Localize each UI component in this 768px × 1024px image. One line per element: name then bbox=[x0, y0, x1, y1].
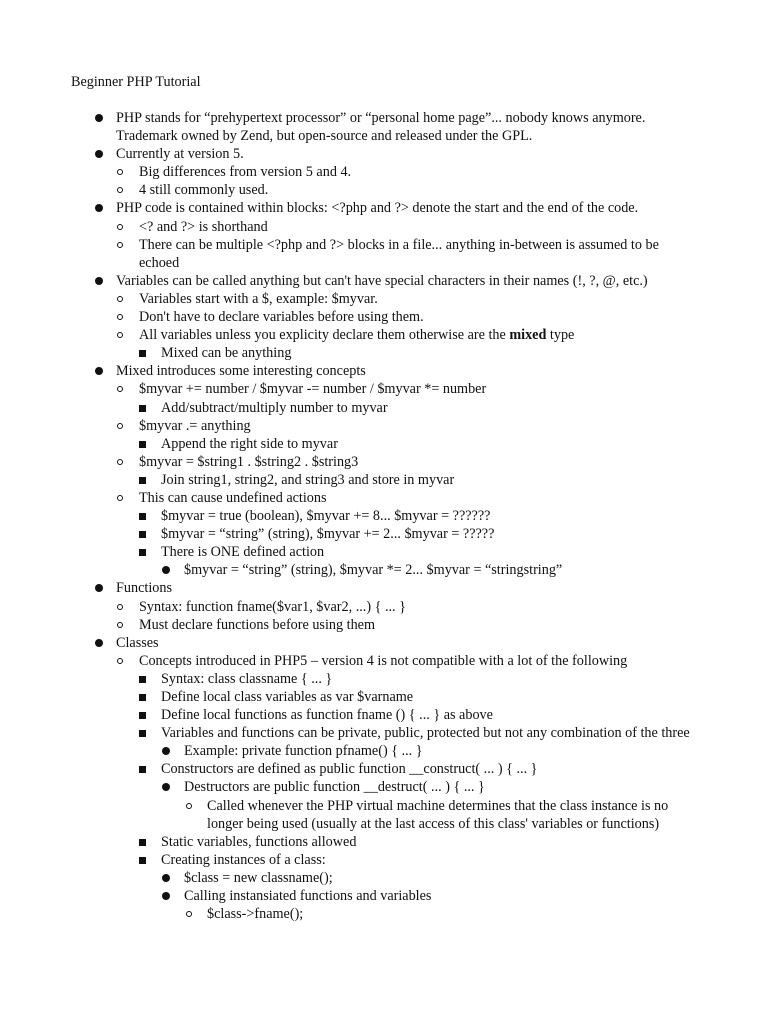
filled-bullet-icon bbox=[94, 634, 104, 652]
list-item-text: Join string1, string2, and string3 and store in myvar bbox=[161, 471, 455, 488]
list-item bbox=[0, 797, 768, 833]
list-item-text: 4 still commonly used. bbox=[139, 182, 269, 199]
list-item-text: There is ONE defined action bbox=[161, 544, 325, 561]
hollow-bullet-icon bbox=[115, 236, 125, 254]
filled-bullet-icon bbox=[161, 742, 171, 760]
list-item-text: Called whenever the PHP virtual machine determines that the class instance is no longer being used (usually at the last access of this class' variables or functions) bbox=[207, 797, 669, 832]
list-item bbox=[0, 851, 768, 869]
list-item-text: Don't have to declare variables before using them. bbox=[139, 309, 424, 326]
hollow-bullet-icon bbox=[115, 489, 125, 507]
list-item-text: Example: private function pfname() { ... } bbox=[184, 743, 423, 760]
list-item-text: Variables start with a $, example: $myvar. bbox=[139, 290, 378, 307]
list-item bbox=[0, 561, 768, 579]
list-item bbox=[0, 670, 768, 688]
list-item-text: This can cause undefined actions bbox=[139, 489, 327, 506]
list-item bbox=[0, 598, 768, 616]
filled-bullet-icon bbox=[161, 887, 171, 905]
list-item-text: $myvar .= anything bbox=[139, 417, 251, 434]
hollow-bullet-icon bbox=[115, 308, 125, 326]
hollow-bullet-icon bbox=[115, 417, 125, 435]
list-item-text: Destructors are public function __destruct( ... ) { ... } bbox=[184, 779, 485, 796]
filled-bullet-icon bbox=[94, 199, 104, 217]
square-bullet-icon bbox=[138, 471, 148, 489]
filled-bullet-icon bbox=[94, 579, 104, 597]
hollow-bullet-icon bbox=[115, 652, 125, 670]
square-bullet-icon bbox=[138, 344, 148, 362]
list-item-text: Append the right side to myvar bbox=[161, 435, 338, 452]
list-item-text: Creating instances of a class: bbox=[161, 851, 326, 868]
list-item-text: $myvar = “string” (string), $myvar += 2... $myvar = ????? bbox=[161, 526, 495, 543]
hollow-bullet-icon bbox=[115, 380, 125, 398]
list-item bbox=[0, 724, 768, 742]
list-item bbox=[0, 833, 768, 851]
document-title: Beginner PHP Tutorial bbox=[71, 74, 201, 90]
hollow-bullet-icon bbox=[115, 290, 125, 308]
list-item-text: All variables unless you explicity declare them otherwise are the bbox=[139, 327, 510, 344]
hollow-bullet-icon bbox=[184, 905, 194, 923]
list-item bbox=[0, 706, 768, 724]
filled-bullet-icon bbox=[161, 778, 171, 796]
square-bullet-icon bbox=[138, 525, 148, 543]
hollow-bullet-icon bbox=[115, 598, 125, 616]
list-item-text: $myvar += number / $myvar -= number / $myvar *= number bbox=[139, 381, 487, 398]
list-item-text: Constructors are defined as public function __construct( ... ) { ... } bbox=[161, 761, 538, 778]
square-bullet-icon bbox=[138, 833, 148, 851]
list-item bbox=[0, 453, 768, 471]
list-item bbox=[0, 869, 768, 887]
list-item bbox=[0, 471, 768, 489]
list-item bbox=[0, 380, 768, 398]
list-item bbox=[0, 525, 768, 543]
list-item bbox=[0, 507, 768, 525]
list-item-text: $myvar = “string” (string), $myvar *= 2... $myvar = “stringstring” bbox=[184, 562, 563, 579]
hollow-bullet-icon bbox=[115, 218, 125, 236]
list-item-text: Must declare functions before using them bbox=[139, 616, 375, 633]
list-item bbox=[0, 109, 768, 145]
hollow-bullet-icon bbox=[115, 326, 125, 344]
list-item bbox=[0, 688, 768, 706]
list-item-text: Syntax: class classname { ... } bbox=[161, 670, 333, 687]
list-item bbox=[0, 742, 768, 760]
list-item-text: There can be multiple <?php and ?> blocks in a file... anything in-between is assumed to be echoed bbox=[139, 236, 659, 271]
list-item bbox=[0, 145, 768, 163]
list-item-text: $myvar = $string1 . $string2 . $string3 bbox=[139, 453, 359, 470]
list-item bbox=[0, 778, 768, 796]
list-item-text: Syntax: function fname($var1, $var2, ...) { ... } bbox=[139, 598, 406, 615]
list-item bbox=[0, 344, 768, 362]
list-item bbox=[0, 579, 768, 597]
list-item-text-tail: type bbox=[546, 327, 575, 344]
hollow-bullet-icon bbox=[115, 163, 125, 181]
hollow-bullet-icon bbox=[184, 797, 194, 815]
list-item-text: Concepts introduced in PHP5 – version 4 is not compatible with a lot of the following bbox=[139, 652, 628, 669]
square-bullet-icon bbox=[138, 435, 148, 453]
list-item-text: Mixed can be anything bbox=[161, 345, 292, 362]
list-item-text: Variables and functions can be private, public, protected but not any combination of the three bbox=[161, 725, 690, 742]
list-item-text: Big differences from version 5 and 4. bbox=[139, 164, 352, 181]
list-item-text: Currently at version 5. bbox=[116, 146, 244, 163]
list-item bbox=[0, 163, 768, 181]
list-item-text: Mixed introduces some interesting concepts bbox=[116, 363, 366, 380]
list-item bbox=[0, 634, 768, 652]
bullet-outline bbox=[0, 109, 768, 923]
list-item bbox=[0, 199, 768, 217]
square-bullet-icon bbox=[138, 706, 148, 724]
list-item bbox=[0, 308, 768, 326]
list-item-text: Define local class variables as var $varname bbox=[161, 689, 414, 705]
list-item bbox=[0, 543, 768, 561]
list-item-text: $class = new classname(); bbox=[184, 869, 333, 886]
list-item-text: $class->fname(); bbox=[207, 906, 304, 923]
square-bullet-icon bbox=[138, 760, 148, 778]
list-item bbox=[0, 417, 768, 435]
list-item-text: $myvar = true (boolean), $myvar += 8... $myvar = ?????? bbox=[161, 508, 491, 525]
list-item bbox=[0, 181, 768, 199]
square-bullet-icon bbox=[138, 851, 148, 869]
list-item bbox=[0, 218, 768, 236]
hollow-bullet-icon bbox=[115, 616, 125, 634]
hollow-bullet-icon bbox=[115, 453, 125, 471]
list-item-text: Classes bbox=[116, 634, 159, 651]
square-bullet-icon bbox=[138, 724, 148, 742]
emphasis-text: mixed bbox=[509, 327, 547, 344]
hollow-bullet-icon bbox=[115, 181, 125, 199]
list-item bbox=[0, 652, 768, 670]
list-item bbox=[0, 435, 768, 453]
filled-bullet-icon bbox=[94, 272, 104, 290]
list-item-text: PHP stands for “prehypertext processor” or “personal home page”... nobody knows anymore. Trademark owned by Zend, but open-source and released under the GPL. bbox=[116, 110, 646, 145]
list-item-text: Static variables, functions allowed bbox=[161, 833, 357, 850]
filled-bullet-icon bbox=[94, 362, 104, 380]
list-item bbox=[0, 905, 768, 923]
list-item bbox=[0, 236, 768, 272]
list-item-text: <? and ?> is shorthand bbox=[139, 218, 268, 235]
square-bullet-icon bbox=[138, 543, 148, 561]
list-item bbox=[0, 326, 768, 344]
list-item bbox=[0, 272, 768, 290]
square-bullet-icon bbox=[138, 399, 148, 417]
square-bullet-icon bbox=[138, 688, 148, 706]
list-item bbox=[0, 290, 768, 308]
filled-bullet-icon bbox=[161, 869, 171, 887]
square-bullet-icon bbox=[138, 670, 148, 688]
list-item bbox=[0, 489, 768, 507]
filled-bullet-icon bbox=[161, 561, 171, 579]
list-item-text: PHP code is contained within blocks: <?php and ?> denote the start and the end of the code. bbox=[116, 200, 639, 217]
list-item bbox=[0, 616, 768, 634]
filled-bullet-icon bbox=[94, 145, 104, 163]
list-item-text: Define local functions as function fname () { ... } as above bbox=[161, 707, 493, 724]
list-item bbox=[0, 399, 768, 417]
filled-bullet-icon bbox=[94, 109, 104, 127]
square-bullet-icon bbox=[138, 507, 148, 525]
list-item bbox=[0, 760, 768, 778]
list-item bbox=[0, 362, 768, 380]
list-item-text: Calling instansiated functions and variables bbox=[184, 888, 432, 905]
list-item bbox=[0, 887, 768, 905]
list-item-text: Add/subtract/multiply number to myvar bbox=[161, 399, 388, 416]
list-item-text: Variables can be called anything but can't have special characters in their names (!, ?, @, etc.) bbox=[116, 272, 648, 289]
list-item-text: Functions bbox=[116, 580, 172, 597]
